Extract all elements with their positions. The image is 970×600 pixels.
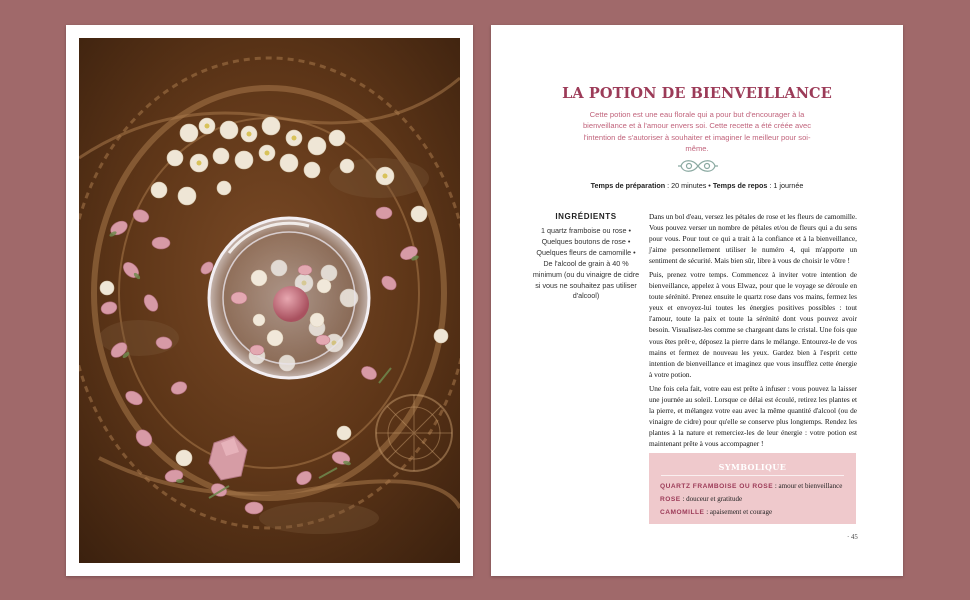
right-page [491, 25, 903, 576]
recipe-intro: Cette potion est une eau florale qui a pour but d'encourager à la bienveillance et à l'amour envers soi. Cette recette a été créée avec l'intention de s'autoriser à souhaiter et imaginer le meilleur pour soi-même. [582, 110, 812, 154]
prep-time-value: : 20 minutes • [665, 181, 713, 190]
instruction-paragraph: Dans un bol d'eau, versez les pétales de rose et les fleurs de camomille. Vous pouvez verser un nombre de pétales et/ou de fleurs qui a du sens pour vous. Pour tout ce qui a trait à la confiance et à la bienveillance, j'aime personnellement utiliser le numéro 4, qui m'apporte un sentiment de sécurité. Mais bien sûr, libre à vous de choisir le vôtre ! [649, 212, 857, 266]
instruction-paragraph: Une fois cela fait, votre eau est prête à infuser : vous pouvez la laisser une journée au soleil. Lorsque ce délai est écoulé, retirez les plantes et la pierre, et mélangez votre eau avec la même quantité d'alcool (ou de vinaigre de cidre) pour qu'elle se conserve plus longtemps. Rendez les plantes à la nature et remerciez-les de leur énergie : votre potion est maintenant prête à vous accompagner ! [649, 383, 857, 448]
symbolique-item [660, 482, 842, 490]
flower-bowl-photo [79, 38, 460, 563]
ingredients-title: INGRÉDIENTS [555, 212, 617, 221]
instructions [649, 211, 857, 452]
symbolique-key: ROSE [660, 496, 681, 503]
ingredients-list: 1 quartz framboise ou rose • Quelques boutons de rose • Quelques fleurs de camomille • De l'alcool de grain à 40 % minimum (ou du vinaigre de cidre si vous ne souhaitez pas utiliser d'alcool) [532, 226, 640, 301]
instruction-paragraph: Puis, prenez votre temps. Commencez à inviter votre intention de bienveillance, appelez à vous Elwaz, pour que le voyage se déroule en toute sérénité. Prenez ensuite le quartz rose dans vos mains, fermez les yeux et envoyez-lui toutes les énergies positives possibles : tout l'amour, toute la paix et toute la sérénité dont vous pouvez avoir besoin. Visualisez-les comme se chargeant dans le cristal. Une fois que vous êtes prêt·e, déposez la pierre dans le mélange. Entourez-le de vos mains et fermez de nouveau les yeux. Gardez bien à l'esprit cette intention de bienveillance et imaginez que vous insufflez cette énergie à votre potion. [649, 270, 857, 379]
symbolique-value: : amour et bienveillance [773, 482, 843, 490]
symbolique-box [649, 453, 856, 524]
rest-time-value: : 1 journée [767, 181, 804, 190]
symbolique-value: : douceur et gratitude [680, 495, 743, 503]
symbolique-item [660, 508, 772, 516]
recipe-title: LA POTION DE BIENVEILLANCE [562, 85, 832, 102]
page-number-value: 45 [850, 534, 858, 541]
prep-time-label: Temps de préparation [590, 181, 666, 190]
ingredients-section [531, 212, 641, 302]
symbolique-key: QUARTZ FRAMBOISE OU ROSE [660, 483, 774, 490]
symbolique-value: : apaisement et courage [704, 508, 773, 516]
rest-time-label: Temps de repos [712, 181, 768, 190]
timing-line [491, 181, 903, 190]
symbolique-divider [661, 475, 844, 476]
symbolique-key: CAMOMILLE [660, 509, 705, 516]
symbolique-title: SYMBOLIQUE [718, 462, 787, 472]
symbolique-item [660, 495, 742, 503]
page-number: · 45 [847, 534, 858, 541]
ornament-icon [677, 158, 719, 174]
left-page [66, 25, 473, 576]
